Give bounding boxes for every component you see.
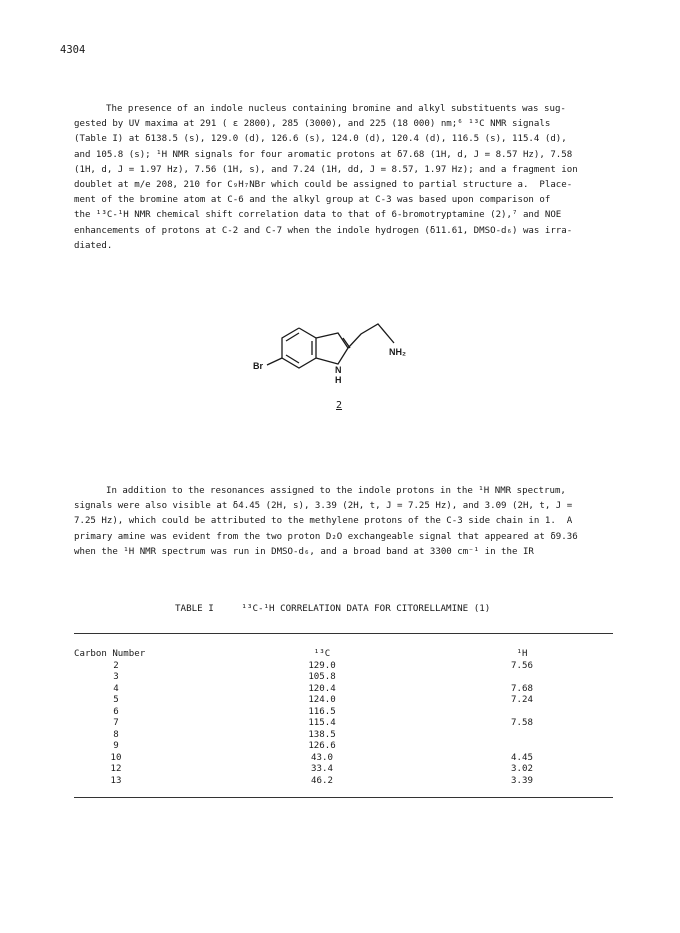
carbon-number-cell: 9	[113, 741, 119, 751]
text-line: (1H, d, J = 1.97 Hz), 7.56 (1H, s), and 7.24 (1H, dd, J = 8.57, 1.97 Hz); and a fragment ion	[74, 164, 578, 175]
text-line: (Table I) at δ138.5 (s), 129.0 (d), 126.6 (s), 124.0 (d), 120.4 (d), 116.5 (s), 115.4 (d),	[74, 134, 567, 145]
table-row	[74, 672, 613, 684]
c13-shift-cell: 43.0	[311, 752, 333, 763]
c13-shift-cell: 116.5	[308, 706, 336, 717]
table-body	[74, 661, 613, 788]
c13-shift-cell: 124.0	[308, 695, 336, 705]
carbon-number-cell: 3	[113, 672, 119, 682]
text-line: and 105.8 (s); ¹H NMR signals for four aromatic protons at δ7.68 (1H, d, J = 8.57 Hz), 7.58	[74, 149, 573, 160]
table-row	[74, 753, 613, 765]
c13-shift-cell: 105.8	[308, 672, 336, 682]
table-row	[74, 730, 613, 742]
carbon-number-cell: 10	[110, 752, 122, 763]
text-line: signals were also visible at δ4.45 (2H, s), 3.39 (2H, t, J = 7.25 Hz), and 3.09 (2H, t, J =	[74, 501, 573, 512]
table-row	[74, 661, 613, 673]
ring-hydrogen-label: H	[335, 375, 342, 385]
c13-shift-cell: 126.6	[308, 741, 336, 751]
text-line: diated.	[74, 240, 113, 251]
text-line: enhancements of protons at C-2 and C-7 when the indole hydrogen (δ11.61, DMSO-d₆) was irra-	[74, 225, 573, 236]
h1-shift-cell: 4.45	[511, 752, 533, 763]
carbon-number-cell: 8	[113, 729, 119, 740]
correlation-table	[74, 649, 613, 787]
text-line: 7.25 Hz), which could be attributed to the methylene protons of the C-3 side chain in 1. A	[74, 516, 573, 527]
c13-shift-cell: 33.4	[311, 764, 333, 774]
carbon-number-cell: 6	[113, 706, 119, 717]
table-row	[74, 684, 613, 696]
table-title: TABLE I ¹³C-¹H CORRELATION DATA FOR CITORELLAMINE (1)	[175, 603, 491, 614]
c13-shift-cell: 138.5	[308, 729, 336, 740]
h1-shift-cell: 7.58	[511, 718, 533, 728]
compound-number: 2	[336, 400, 343, 411]
table-bottom-rule	[74, 797, 613, 798]
ring-nitrogen-label: N	[335, 365, 342, 375]
c13-shift-cell: 120.4	[308, 683, 336, 694]
amine-label: NH₂	[389, 347, 406, 357]
carbon-number-cell: 12	[110, 764, 122, 774]
bromine-label: Br	[253, 361, 264, 371]
table-header-row	[74, 649, 613, 661]
text-line: when the ¹H NMR spectrum was run in DMSO-d₆, and a broad band at 3300 cm⁻¹ in the IR	[74, 546, 534, 557]
h1-shift-cell: 3.39	[511, 775, 533, 786]
text-line: ment of the bromine atom at C-6 and the alkyl group at C-3 was based upon comparison of	[74, 195, 551, 206]
h1-shift-cell: 7.24	[511, 695, 533, 705]
table-row	[74, 776, 613, 788]
c13-column-header: ¹³C	[313, 649, 331, 659]
table-row	[74, 764, 613, 776]
c13-shift-cell: 115.4	[308, 718, 336, 728]
table-top-rule	[74, 633, 613, 634]
carbon-number-cell: 2	[113, 660, 119, 671]
table-row	[74, 707, 613, 719]
table-row	[74, 695, 613, 707]
text-line: primary amine was evident from the two proton D₂O exchangeable signal that appeared at δ9.36	[74, 531, 578, 542]
body-paragraph-1	[74, 102, 614, 254]
table-row	[74, 741, 613, 753]
carbon-number-cell: 4	[113, 683, 119, 694]
text-line: gested by UV maxima at 291 ( ε 2800), 285 (3000), and 225 (18 000) nm;⁶ ¹³C NMR signals	[74, 119, 551, 130]
body-paragraph-2	[74, 484, 614, 560]
h1-shift-cell: 7.56	[511, 660, 533, 671]
carbon-column-header: Carbon Number	[74, 649, 146, 659]
c13-shift-cell: 46.2	[311, 775, 333, 786]
text-line: the ¹³C-¹H NMR chemical shift correlation data to that of 6-bromotryptamine (2),⁷ and NOE	[74, 210, 562, 221]
text-line: The presence of an indole nucleus containing bromine and alkyl substituents was sug-	[106, 104, 566, 114]
chemical-structure-diagram	[250, 316, 410, 396]
text-line: doublet at m/e 208, 210 for C₉H₇NBr which could be assigned to partial structure a. Place-	[74, 180, 573, 191]
carbon-number-cell: 13	[110, 775, 122, 786]
h1-shift-cell: 3.02	[511, 764, 533, 774]
h1-shift-cell: 7.68	[511, 683, 533, 694]
c13-shift-cell: 129.0	[308, 660, 336, 671]
page-number: 4304	[60, 44, 86, 56]
h1-column-header: ¹H	[516, 649, 528, 659]
text-line: In addition to the resonances assigned to the indole protons in the ¹H NMR spectrum,	[106, 486, 566, 496]
table-row	[74, 718, 613, 730]
carbon-number-cell: 5	[113, 695, 119, 705]
carbon-number-cell: 7	[113, 718, 119, 728]
